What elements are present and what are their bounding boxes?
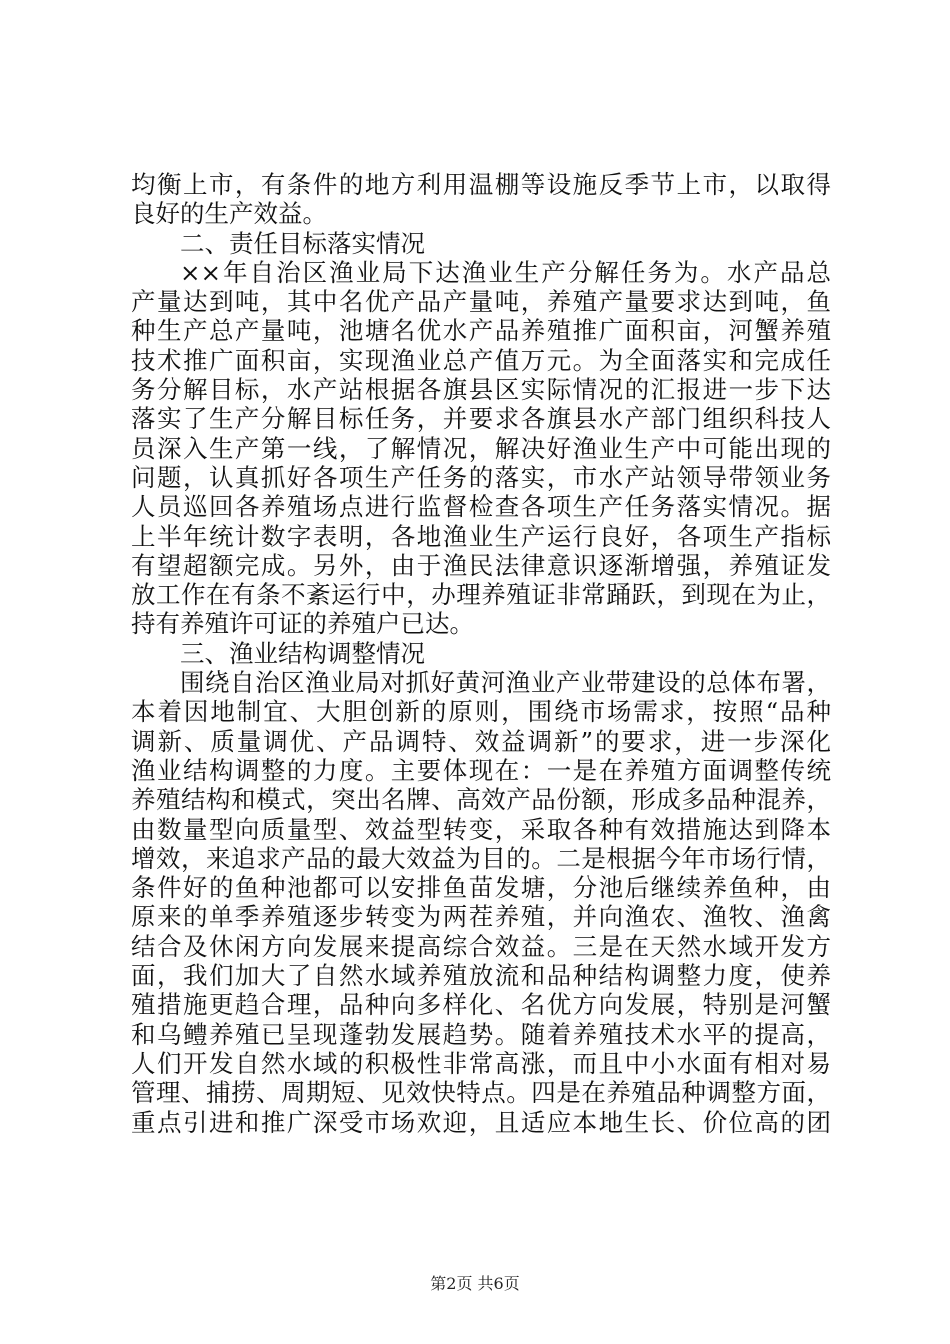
text-line: 员深入生产第一线，了解情况，解决好渔业生产中可能出现的: [131, 433, 831, 463]
text-line: 落实了生产分解目标任务，并要求各旗县水产部门组织科技人: [131, 404, 831, 434]
text-line: 良好的生产效益。: [131, 199, 327, 229]
text-line: 均衡上市，有条件的地方利用温棚等设施反季节上市，以取得: [131, 170, 831, 199]
section-heading: 二、责任目标落实情况: [180, 228, 425, 258]
text-line: 和乌鳢养殖已呈现蓬勃发展趋势。随着养殖技术水平的提高，: [131, 1019, 831, 1049]
text-line: 调新、质量调优、产品调特、效益调新”的要求，进一步深化: [131, 726, 831, 756]
text-line: 人员巡回各养殖场点进行监督检查各项生产任务落实情况。据: [131, 492, 831, 522]
text-line: 原来的单季养殖逐步转变为两茬养殖，并向渔农、渔牧、渔禽: [131, 902, 831, 932]
text-line: 上半年统计数字表明，各地渔业生产运行良好，各项生产指标: [131, 521, 831, 551]
text-line: 面，我们加大了自然水域养殖放流和品种结构调整力度，使养: [131, 961, 831, 991]
section-heading: 三、渔业结构调整情况: [180, 638, 425, 668]
text-line: 有望超额完成。另外，由于渔民法律意识逐渐增强，养殖证发: [131, 550, 831, 580]
text-line: 管理、捕捞、周期短、见效快特点。四是在养殖品种调整方面，: [131, 1078, 831, 1108]
text-line: 种生产总产量吨，池塘名优水产品养殖推广面积亩，河蟹养殖: [131, 316, 831, 346]
text-line: 持有养殖许可证的养殖户已达。: [131, 609, 474, 639]
text-line: 增效，来追求产品的最大效益为目的。二是根据今年市场行情，: [131, 843, 831, 873]
page-footer: 第2页 共6页: [430, 1274, 520, 1293]
text-line: 养殖结构和模式，突出名牌、高效产品份额，形成多品种混养，: [131, 785, 831, 815]
text-line: 由数量型向质量型、效益型转变，采取各种有效措施达到降本: [131, 814, 831, 844]
text-line: 重点引进和推广深受市场欢迎，且适应本地生长、价位高的团: [131, 1107, 831, 1137]
text-line: 条件好的鱼种池都可以安排鱼苗发塘，分池后继续养鱼种，由: [131, 873, 831, 903]
text-line: 围绕自治区渔业局对抓好黄河渔业产业带建设的总体布署，: [180, 668, 831, 698]
text-line: 务分解目标，水产站根据各旗县区实际情况的汇报进一步下达: [131, 375, 831, 405]
text-line: 本着因地制宜、大胆创新的原则，围绕市场需求，按照“品种: [131, 697, 831, 727]
text-line: 产量达到吨，其中名优产品产量吨，养殖产量要求达到吨，鱼: [131, 287, 831, 317]
text-line: 殖措施更趋合理，品种向多样化、名优方向发展，特别是河蟹: [131, 990, 831, 1020]
text-line: 渔业结构调整的力度。主要体现在：一是在养殖方面调整传统: [131, 755, 831, 785]
text-line: 人们开发自然水域的积极性非常高涨，而且中小水面有相对易: [131, 1048, 831, 1078]
text-line: 问题，认真抓好各项生产任务的落实，市水产站领导带领业务: [131, 462, 831, 492]
text-line: 结合及休闲方向发展来提高综合效益。三是在天然水域开发方: [131, 931, 831, 961]
text-line: 放工作在有条不紊运行中，办理养殖证非常踊跃，到现在为止，: [131, 580, 831, 610]
text-line: 技术推广面积亩，实现渔业总产值万元。为全面落实和完成任: [131, 345, 831, 375]
document-body: [131, 170, 831, 1137]
text-line: ××年自治区渔业局下达渔业生产分解任务为。水产品总: [180, 257, 831, 287]
